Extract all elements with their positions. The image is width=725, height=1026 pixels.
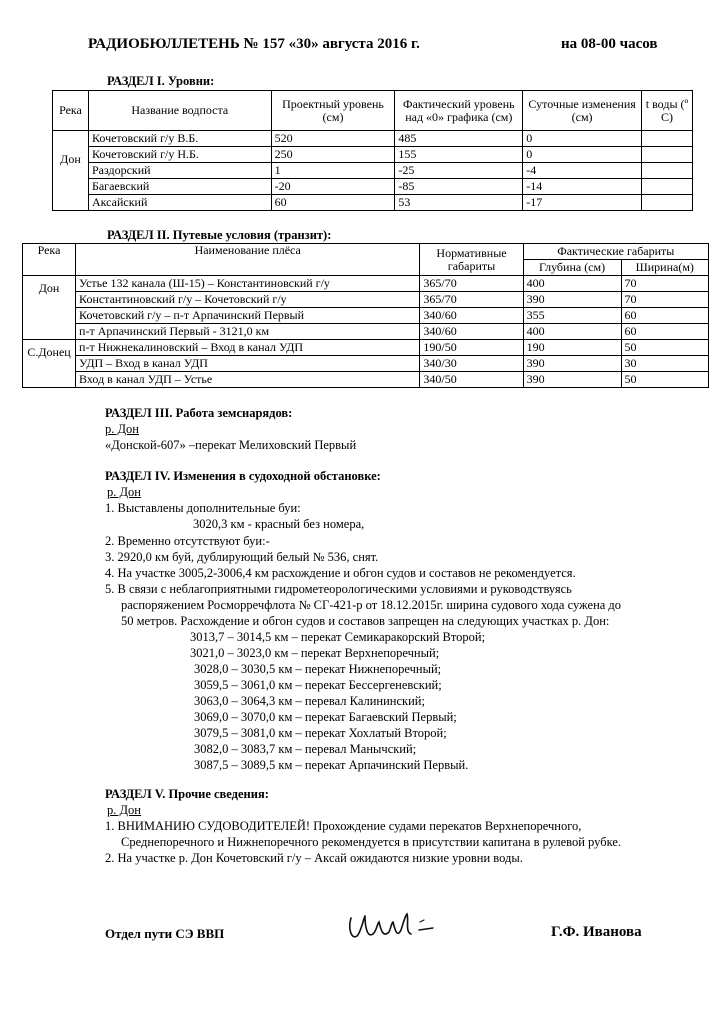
- section-5-river: р. Дон: [107, 803, 141, 817]
- stretch-name: п-т Арпачинский Первый - 3121,0 км: [76, 324, 420, 340]
- project-level: 520: [271, 131, 395, 147]
- stretch-name: п-т Нижнекалиновский – Вход в канал УДП: [76, 340, 420, 356]
- water-temp: [642, 179, 693, 195]
- levels-header-daily: Суточные изменения (см): [523, 91, 642, 131]
- route-header-width: Ширина(м): [621, 260, 708, 276]
- daily-change: -14: [523, 179, 642, 195]
- actual-level: -25: [395, 163, 523, 179]
- daily-change: 0: [523, 131, 642, 147]
- stretch-name: Устье 132 канала (Ш-15) – Константиновский г/у: [76, 276, 420, 292]
- daily-change: -17: [523, 195, 642, 211]
- normative-dims: 340/60: [420, 308, 523, 324]
- actual-level: 155: [395, 147, 523, 163]
- project-level: 250: [271, 147, 395, 163]
- table-row: [23, 276, 709, 292]
- actual-depth: 355: [523, 308, 621, 324]
- restricted-stretch: 3013,7 – 3014,5 км – перекат Семикаракорский Второй;: [190, 630, 486, 644]
- normative-dims: 190/50: [420, 340, 523, 356]
- restricted-stretch: 3082,0 – 3083,7 км – перевал Манычский;: [194, 742, 417, 756]
- table-row: [53, 195, 693, 211]
- restricted-stretch: 3079,5 – 3081,0 км – перекат Хохлатый Второй;: [194, 726, 447, 740]
- section-1-title: РАЗДЕЛ I. Уровни:: [107, 74, 215, 88]
- section-2-title: РАЗДЕЛ II. Путевые условия (транзит):: [107, 228, 332, 242]
- actual-width: 50: [621, 372, 708, 388]
- actual-width: 60: [621, 308, 708, 324]
- actual-level: 485: [395, 131, 523, 147]
- dredger-info: «Донской-607» –перекат Мелиховский Первый: [105, 438, 357, 452]
- actual-level: -85: [395, 179, 523, 195]
- section-5-item-1-line-2: Среднепоречного и Нижнепоречного рекомендуется в присутствии капитана в рулевой рубке.: [121, 835, 622, 849]
- section-5-title: РАЗДЕЛ V. Прочие сведения:: [105, 787, 269, 801]
- normative-dims: 340/50: [420, 372, 523, 388]
- levels-header-station: Название водпоста: [88, 91, 271, 131]
- footer-department: Отдел пути СЭ ВВП: [105, 926, 225, 941]
- route-header-stretch: Наименование плёса: [76, 244, 420, 276]
- restricted-stretch: 3021,0 – 3023,0 км – перекат Верхнепоречный;: [190, 646, 440, 660]
- actual-depth: 400: [523, 324, 621, 340]
- actual-level: 53: [395, 195, 523, 211]
- project-level: 1: [271, 163, 395, 179]
- restricted-stretch: 3059,5 – 3061,0 км – перекат Бессергеневский;: [194, 678, 442, 692]
- water-temp: [642, 147, 693, 163]
- table-row: [53, 147, 693, 163]
- actual-depth: 390: [523, 356, 621, 372]
- section-4-item-4: 4. На участке 3005,2-3006,4 км расхождение и обгон судов и составов не рекомендуется.: [105, 566, 576, 580]
- station-name: Аксайский: [88, 195, 271, 211]
- actual-width: 50: [621, 340, 708, 356]
- normative-dims: 340/30: [420, 356, 523, 372]
- section-4-river: р. Дон: [107, 485, 141, 499]
- normative-dims: 365/70: [420, 292, 523, 308]
- bulletin-title: РАДИОБЮЛЛЕТЕНЬ № 157 «30» августа 2016 г.: [88, 36, 420, 52]
- section-5-item-1-line-1: 1. ВНИМАНИЮ СУДОВОДИТЕЛЕЙ! Прохождение судами перекатов Верхнепоречного,: [105, 819, 582, 833]
- project-level: 60: [271, 195, 395, 211]
- actual-width: 70: [621, 276, 708, 292]
- restricted-stretch: 3069,0 – 3070,0 км – перекат Багаевский Первый;: [194, 710, 457, 724]
- table-row: [23, 308, 709, 324]
- section-4-item-2: 2. Временно отсутствуют буи:-: [105, 534, 270, 548]
- route-river-cell: Дон: [23, 276, 76, 340]
- station-name: Кочетовский г/у Н.Б.: [88, 147, 271, 163]
- section-4-item-5-line-3: 50 метров. Расхождение и обгон судов и составов запрещен на следующих участках р. Дон:: [121, 614, 610, 628]
- stretch-name: Кочетовский г/у – п-т Арпачинский Первый: [76, 308, 420, 324]
- bulletin-header: [0, 36, 725, 58]
- signature-icon: [345, 908, 440, 948]
- route-header-actual: Фактические габариты: [523, 244, 708, 260]
- table-row: [23, 372, 709, 388]
- bulletin-time: на 08-00 часов: [561, 36, 658, 52]
- stretch-name: Вход в канал УДП – Устье: [76, 372, 420, 388]
- section-3-river: р. Дон: [105, 422, 139, 436]
- table-row: [23, 324, 709, 340]
- levels-header-temp: t воды (º С): [642, 91, 693, 131]
- water-temp: [642, 131, 693, 147]
- table-row: [53, 179, 693, 195]
- levels-header-project: Проектный уровень (см): [271, 91, 395, 131]
- project-level: -20: [271, 179, 395, 195]
- daily-change: -4: [523, 163, 642, 179]
- station-name: Кочетовский г/у В.Б.: [88, 131, 271, 147]
- actual-depth: 400: [523, 276, 621, 292]
- water-temp: [642, 163, 693, 179]
- section-5-item-2: 2. На участке р. Дон Кочетовский г/у – Аксай ожидаются низкие уровни воды.: [105, 851, 523, 865]
- actual-width: 60: [621, 324, 708, 340]
- restricted-stretch: 3063,0 – 3064,3 км – перевал Калининский;: [194, 694, 425, 708]
- water-temp: [642, 195, 693, 211]
- normative-dims: 365/70: [420, 276, 523, 292]
- table-row: [23, 340, 709, 356]
- route-header-depth: Глубина (см): [523, 260, 621, 276]
- table-row: [23, 292, 709, 308]
- route-header-river: Река: [23, 244, 76, 276]
- levels-table: [52, 90, 693, 211]
- actual-width: 70: [621, 292, 708, 308]
- table-row: [53, 163, 693, 179]
- levels-header-row: [53, 91, 693, 131]
- actual-depth: 390: [523, 292, 621, 308]
- section-4-item-5-line-1: 5. В связи с неблагоприятными гидрометеорологическими условиями и руководствуясь: [105, 582, 572, 596]
- stretch-name: Константиновский г/у – Кочетовский г/у: [76, 292, 420, 308]
- section-4-item-5-line-2: распоряжением Росморречфлота № СГ-421-р от 18.12.2015г. ширина судового хода сужена до: [121, 598, 622, 612]
- table-row: [53, 131, 693, 147]
- levels-header-river: Река: [53, 91, 89, 131]
- section-4-item-1: 1. Выставлены дополнительные буи:: [105, 501, 301, 515]
- section-4-item-3: 3. 2920,0 км буй, дублирующий белый № 536, снят.: [105, 550, 379, 564]
- daily-change: 0: [523, 147, 642, 163]
- restricted-stretch: 3087,5 – 3089,5 км – перекат Арпачинский Первый.: [194, 758, 469, 772]
- actual-depth: 190: [523, 340, 621, 356]
- section-4-title: РАЗДЕЛ IV. Изменения в судоходной обстановке:: [105, 469, 381, 483]
- normative-dims: 340/60: [420, 324, 523, 340]
- stretch-name: УДП – Вход в канал УДП: [76, 356, 420, 372]
- levels-header-actual: Фактический уровень над «0» графика (см): [395, 91, 523, 131]
- restricted-stretch: 3028,0 – 3030,5 км – перекат Нижнепоречный;: [194, 662, 442, 676]
- route-river-cell: С.Донец: [23, 340, 76, 388]
- route-header-normative: Нормативные габариты: [420, 244, 523, 276]
- section-4-item-1-sub: 3020,3 км - красный без номера,: [193, 517, 365, 531]
- station-name: Раздорский: [88, 163, 271, 179]
- actual-width: 30: [621, 356, 708, 372]
- levels-river-cell: Дон: [53, 131, 89, 211]
- section-3-title: РАЗДЕЛ III. Работа земснарядов:: [105, 406, 293, 420]
- table-row: [23, 356, 709, 372]
- route-header-row: [23, 244, 709, 260]
- actual-depth: 390: [523, 372, 621, 388]
- route-table: [22, 243, 709, 388]
- footer-signature-name: Г.Ф. Иванова: [551, 924, 642, 940]
- station-name: Багаевский: [88, 179, 271, 195]
